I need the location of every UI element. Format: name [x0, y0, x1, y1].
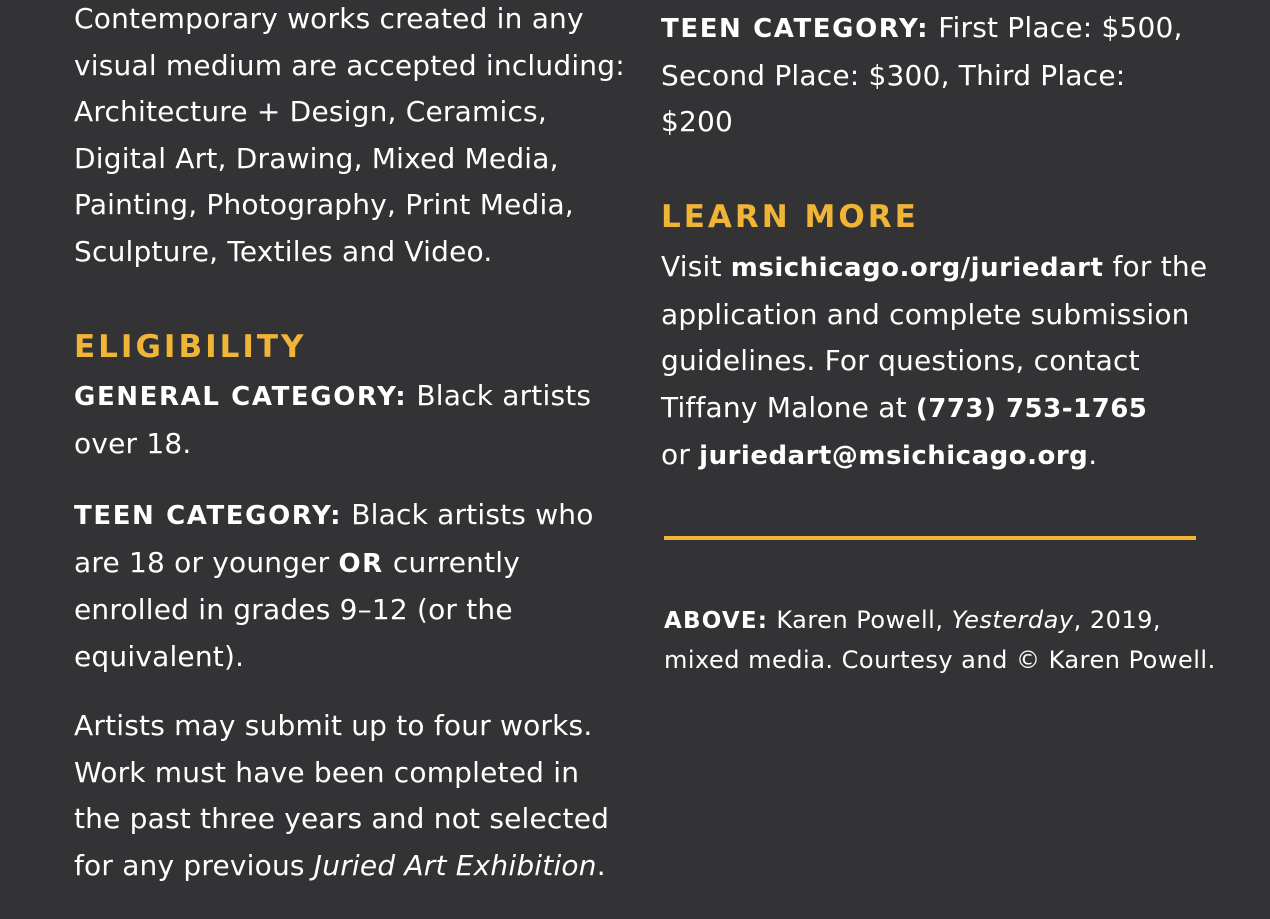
teen-prize-label: TEEN CATEGORY: [661, 14, 930, 44]
teen-category-text: are 18 or younger [74, 545, 339, 579]
teen-category-line: equivalent). [74, 639, 245, 673]
media-line: Painting, Photography, Print Media, [74, 188, 574, 221]
caption-line: mixed media. Courtesy and © Karen Powell. [664, 645, 1216, 674]
image-caption [664, 601, 1216, 679]
divider-rule [664, 536, 1196, 540]
general-category-text: Black artists [407, 379, 592, 412]
artwork-title: Yesterday [951, 606, 1074, 634]
prize-text: First Place: $500, [929, 11, 1183, 44]
exhibition-title: Juried Art Exhibition [313, 848, 597, 882]
submission-text: . [596, 848, 606, 882]
media-line: Digital Art, Drawing, Mixed Media, [74, 141, 559, 175]
teen-category-line [74, 540, 594, 588]
learn-more-line [661, 432, 1207, 480]
teen-prizes [661, 5, 1183, 146]
teen-category-line: enrolled in grades 9–12 (or the [74, 593, 513, 626]
learn-more-line [661, 244, 1207, 292]
submission-rules [74, 703, 609, 889]
caption-text: , 2019, [1073, 606, 1162, 634]
learn-more-text [661, 244, 1207, 480]
learn-more-line: guidelines. For questions, contact [661, 344, 1140, 377]
teen-category-text: Black artists who [342, 498, 594, 531]
general-category-line [74, 373, 591, 421]
teen-category-label: TEEN CATEGORY: [74, 501, 343, 531]
eligibility-heading: ELIGIBILITY [74, 329, 307, 365]
website-link[interactable]: msichicago.org/juriedart [730, 253, 1104, 283]
email-link[interactable]: juriedart@msichicago.org [699, 441, 1089, 471]
media-line: Contemporary works created in any [74, 2, 584, 35]
prize-line: Second Place: $300, Third Place: [661, 58, 1126, 92]
submission-line [74, 843, 609, 890]
media-line: Architecture + Design, Ceramics, [74, 95, 547, 128]
learn-more-line [661, 385, 1207, 433]
media-line: visual medium are accepted including: [74, 48, 625, 82]
media-line: Sculpture, Textiles and Video. [74, 234, 493, 268]
teen-category-block [74, 492, 594, 680]
caption-line [664, 601, 1216, 641]
submission-text: for any previous [74, 848, 314, 882]
general-category-label: GENERAL CATEGORY: [74, 382, 408, 412]
general-category-line: over 18. [74, 426, 192, 460]
learn-more-text-span: Tiffany Malone at [661, 390, 916, 424]
media-description [74, 0, 625, 275]
learn-more-text-span: for the [1103, 250, 1208, 283]
teen-category-text: currently [383, 545, 521, 579]
learn-more-heading: LEARN MORE [661, 199, 919, 235]
prize-line [661, 5, 1183, 53]
teen-category-line [74, 492, 594, 540]
learn-more-line: application and complete submission [661, 297, 1190, 331]
or-emphasis: OR [338, 548, 384, 579]
caption-label: ABOVE: [664, 608, 769, 634]
learn-more-text-span: or [661, 438, 700, 471]
submission-line: Artists may submit up to four works. [74, 709, 593, 742]
general-category-block [74, 373, 591, 467]
learn-more-text-span: Visit [661, 250, 731, 283]
caption-text: Karen Powell, [768, 606, 952, 634]
prize-line: $200 [661, 105, 734, 138]
submission-line: the past three years and not selected [74, 802, 610, 835]
submission-line: Work must have been completed in [74, 755, 580, 789]
phone-number[interactable]: (773) 753-1765 [915, 393, 1148, 424]
learn-more-text-span: . [1088, 438, 1098, 471]
